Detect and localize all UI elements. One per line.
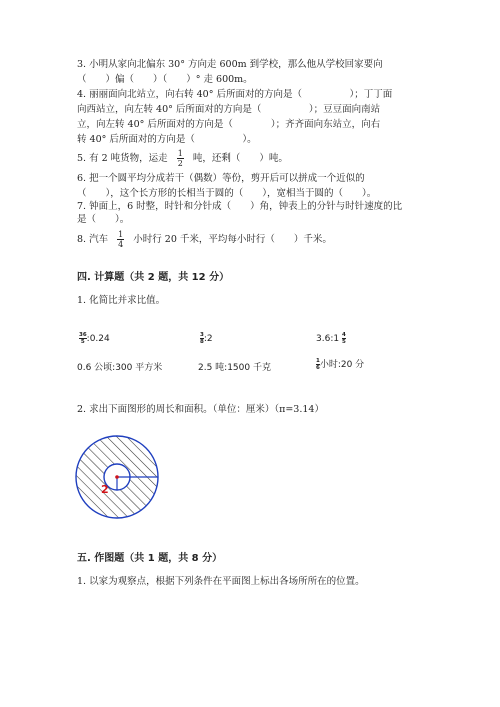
calc1-item-1-fraction	[79, 332, 87, 345]
calc1-item-4: 0.6 公顷:300 平方米	[77, 363, 163, 373]
q5-frac-den: 2	[177, 159, 183, 168]
calc1-item-2-rest: :2	[203, 334, 213, 344]
calc1-item-5: 2.5 吨:1500 千克	[198, 363, 271, 373]
annulus-figure	[72, 432, 162, 522]
q6-line1: 6. 把一个圆平均分成若干（偶数）等份，剪开后可以拼成一个近似的	[77, 173, 365, 184]
q4-line3: 立，向左转 40° 后所面对的方向是（ ）；齐齐面向东站立，向右	[77, 119, 381, 130]
q5-pre: 5. 有 2 吨货物，运走	[77, 153, 168, 164]
q8	[77, 230, 332, 250]
q8-fraction	[117, 230, 124, 249]
section5-title: 五. 作图题（共 1 题，共 8 分）	[77, 553, 223, 564]
calc1-item-3	[316, 332, 346, 345]
calc1-item-3-den: 5	[341, 339, 346, 345]
calc1-item-2-num: 3	[200, 332, 204, 338]
calc1-item-6-num: 1	[316, 358, 320, 364]
center-dot	[115, 475, 119, 479]
section4-title: 四. 计算题（共 2 题，共 12 分）	[77, 272, 230, 283]
calc1-item-3-num: 4	[341, 332, 346, 338]
q8-pre: 8. 汽车	[77, 234, 109, 245]
q8-post: 小时行 20 千米，平均每小时行（ ）千米。	[133, 234, 332, 245]
calc1-item-2	[200, 332, 213, 345]
q4-line4: 转 40° 后所面对的方向是（ ）。	[77, 134, 257, 145]
q5	[77, 149, 288, 169]
calc1-item-3-lead: 3.6:1	[316, 334, 340, 344]
q3-line2: （ ）偏（ ）（ ）° 走 600m。	[77, 74, 253, 85]
draw1-prompt: 1. 以家为观察点，根据下列条件在平面图上标出各场所所在的位置。	[77, 576, 365, 587]
q5-post: 吨，还剩（ ）吨。	[192, 153, 288, 164]
q7-line2: 是（ ）。	[77, 214, 130, 225]
q8-frac-den: 4	[118, 240, 124, 249]
calc1-item-6-den: 6	[316, 365, 320, 371]
q8-frac-num: 1	[118, 230, 124, 239]
q7-line1: 7. 钟面上，6 时整，时针和分针成（ ）角，钟表上的分针与时针速度的比	[77, 201, 403, 212]
calc1-item-1-rest: :0.24	[86, 334, 110, 344]
calc1-item-1	[79, 332, 110, 345]
q5-frac-num: 1	[177, 149, 183, 158]
q6-line2: （ ），这个长方形的长相当于圆的（ ），宽相当于圆的（ ）。	[77, 188, 377, 199]
calc1-item-2-den: 8	[200, 339, 204, 345]
figure-label: 2	[101, 483, 109, 496]
calc1-item-6	[316, 357, 364, 371]
q3-line1: 3. 小明从家向北偏东 30° 方向走 600m 到学校，那么他从学校回家要向	[77, 59, 383, 70]
q4-line2: 向西站立，向左转 40° 后所面对的方向是（ ）；豆豆面向南站	[77, 104, 381, 115]
q4-line1: 4. 丽丽面向北站立，向右转 40° 后所面对的方向是（ ）；丁丁面	[77, 89, 393, 100]
calc1-item-6-rest: 小时:20 分	[319, 360, 365, 370]
calc1-item-3-fraction	[342, 332, 346, 345]
calc1-prompt: 1. 化简比并求比值。	[77, 295, 166, 306]
calc2-prompt: 2. 求出下面图形的周长和面积。（单位：厘米）（π=3.14）	[77, 404, 324, 415]
calc1-item-1-den: 5	[80, 339, 85, 345]
calc1-item-1-num: 36	[79, 332, 87, 338]
q5-fraction	[177, 149, 184, 168]
